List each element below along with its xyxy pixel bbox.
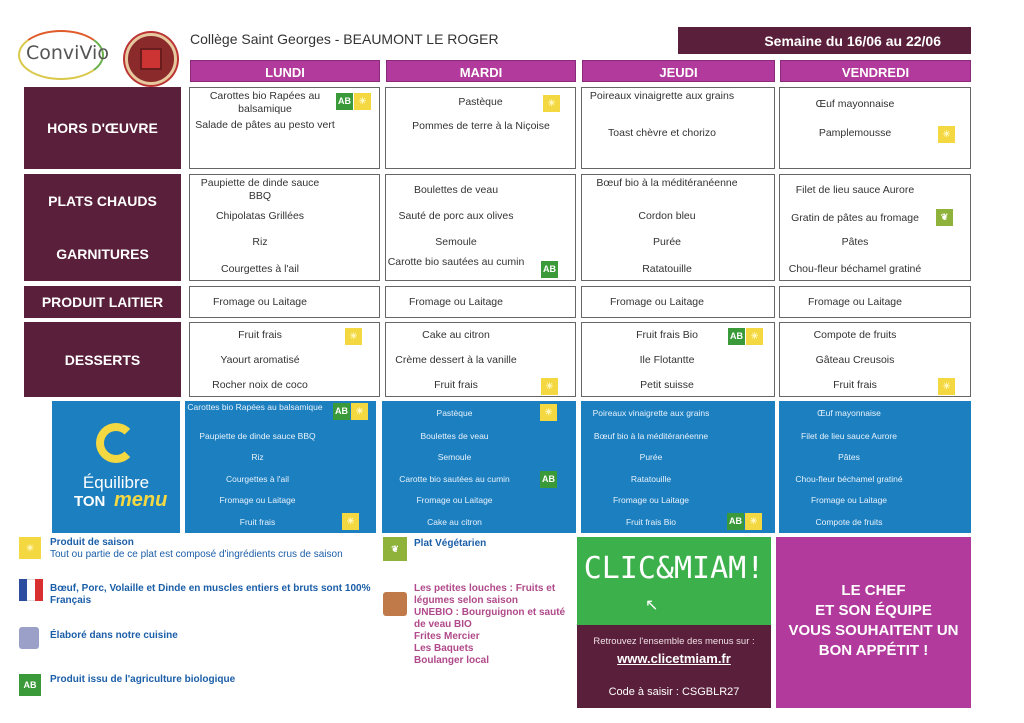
cursor-icon: ↖ [645,597,659,614]
desserts-vendredi [779,322,971,397]
equilibre-item: Poireaux vinaigrette aux grains [592,408,710,418]
season-sun-icon: ☀ [541,378,558,395]
equilibre-logo-box [52,401,180,533]
convivio-logo: ConviVio [26,42,109,64]
menu-item: Carotte bio sautées au cumin [387,256,525,268]
vegetarian-leaf-icon: ❦ [383,537,407,561]
menu-item: Crème dessert à la vanille [395,354,517,366]
menu-item: Œuf mayonnaise [815,98,895,110]
menu-item: Sauté de porc aux olives [398,210,514,222]
whisk-icon [19,627,39,649]
menu-item: Cake au citron [422,329,490,341]
clicetmiam-logo: CLIC&MIAM! [577,537,771,625]
menu-item: Bœuf bio à la méditéranéenne [596,177,738,189]
category-produit-laitier: PRODUIT LAITIER [24,286,181,318]
season-sun-icon: ☀ [354,93,371,110]
legend-cuisine: Élaboré dans notre cuisine [50,630,178,641]
menu-item: Carottes bio Rapées au balsamique [209,90,321,115]
equilibre-item: Bœuf bio à la méditéranéenne [593,431,709,441]
menu-item: Poireaux vinaigrette aux grains [589,90,735,102]
menu-item: Filet de lieu sauce Aurore [795,184,915,196]
plats-lundi [189,174,380,281]
equilibre-item: Filet de lieu sauce Aurore [801,431,897,441]
category-garnitures: GARNITURES [56,246,149,263]
legend-boulanger: Boulanger local [414,655,490,666]
menu-item: Pommes de terre à la Niçoise [412,120,550,132]
equilibre-vendredi [779,401,971,533]
hors-mardi [385,87,576,169]
clicetmiam-link[interactable]: www.clicetmiam.fr [617,651,731,666]
legend-saison-desc: Tout ou partie de ce plat est composé d'ingrédients crus de saison [50,549,343,560]
menu-item: Courgettes à l'ail [221,263,299,275]
laitier-mardi [385,286,576,318]
plats-jeudi [581,174,775,281]
equilibre-item: Pastèque [436,408,473,418]
season-sun-icon: ☀ [938,126,955,143]
day-header-mardi: MARDI [386,60,576,82]
equilibre-item: Pâtes [838,452,860,462]
equilibre-item: Compote de fruits [815,517,883,527]
desserts-jeudi [581,322,775,397]
menu-item: Boulettes de veau [413,184,499,196]
menu-item: Ratatouille [642,263,692,275]
season-sun-icon: ☀ [351,403,368,420]
equilibre-item: Paupiette de dinde sauce BBQ [199,431,316,441]
day-header-lundi: LUNDI [190,60,380,82]
bio-icon: AB [540,471,557,488]
equilibre-ton: TON [74,493,106,510]
week-banner: Semaine du 16/06 au 22/06 [678,27,971,54]
menu-item: Chou-fleur béchamel gratiné [788,263,922,275]
equilibre-lundi [185,401,376,533]
bio-icon: AB [336,93,353,110]
legend-louches: Les petites louches : Fruits et légumes selon saison [414,583,556,606]
category-hors-doeuvre: HORS D'ŒUVRE [24,87,181,169]
hors-jeudi [581,87,775,169]
plats-mardi [385,174,576,281]
desserts-mardi [385,322,576,397]
season-sun-icon: ☀ [19,537,41,559]
menu-item: Pâtes [841,236,869,248]
equilibre-item: Boulettes de veau [420,431,489,441]
vegetarian-leaf-icon: ❦ [936,209,953,226]
bio-icon: AB [333,403,350,420]
menu-item: Ile Flotantte [639,354,695,366]
equilibre-item: Purée [639,452,663,462]
menu-item: Riz [252,236,268,248]
legend-producteurs [414,583,574,667]
equilibre-item: Courgettes à l'ail [225,474,290,484]
school-title: Collège Saint Georges - BEAUMONT LE ROGER [190,31,499,47]
category-plats-chauds: PLATS CHAUDS [48,192,157,209]
hors-lundi [189,87,380,169]
menu-item: Pamplemousse [818,127,892,139]
legend-viande: Bœuf, Porc, Volaille et Dinde en muscles entiers et bruts sont 100% Français [50,583,371,606]
season-sun-icon: ☀ [745,513,762,530]
menu-item: Fromage ou Laitage [808,296,902,308]
equilibre-item: Riz [251,452,264,462]
menu-item: Toast chèvre et chorizo [608,127,716,139]
equilibre-item: Fromage ou Laitage [219,495,296,505]
equilibre-item: Fruit frais Bio [625,517,677,527]
menu-item: Compote de fruits [813,329,897,341]
menu-item: Gratin de pâtes au fromage [791,212,919,224]
equilibre-c-icon [96,423,136,463]
equilibre-title: Équilibre [82,473,150,492]
season-sun-icon: ☀ [543,95,560,112]
menu-item: Fruit frais Bio [636,329,698,341]
legend-vegetarien: Plat Végétarien [414,538,487,549]
legend-saison [50,537,380,561]
french-flag-icon [19,579,43,601]
menu-item: Chipolatas Grillées [215,210,305,222]
menu-item: Petit suisse [640,379,694,391]
legend-bio: Produit issu de l'agriculture biologique [50,674,236,685]
equilibre-item: Carotte bio sautées au cumin [399,474,510,484]
menu-item: Fruit frais [434,379,478,391]
menu-item: Yaourt aromatisé [220,354,300,366]
equilibre-item: Cake au citron [427,517,482,527]
hors-vendredi [779,87,971,169]
equilibre-item: Carottes bio Rapées au balsamique [187,402,323,412]
bio-icon: AB [541,261,558,278]
menu-item: Paupiette de dinde sauce BBQ [200,177,320,202]
menu-item: Fromage ou Laitage [409,296,503,308]
season-sun-icon: ☀ [540,404,557,421]
menu-item: Fruit frais [238,329,282,341]
equilibre-item: Œuf mayonnaise [817,408,881,418]
chef-line: ET SON ÉQUIPE [815,602,932,619]
menu-item: Pastèque [458,96,503,108]
laitier-jeudi [581,286,775,318]
legend-unebio: UNEBIO : Bourguignon et sauté de veau BIO [414,607,566,630]
equilibre-item: Fromage ou Laitage [612,495,690,505]
menu-item: Fruit frais [833,379,877,391]
tractor-icon [383,592,407,616]
plats-vendredi [779,174,971,281]
equilibre-item: Fromage ou Laitage [810,495,888,505]
season-sun-icon: ☀ [345,328,362,345]
chef-line: LE CHEF [841,582,906,599]
equilibre-jeudi [581,401,775,533]
crest-building-icon [140,48,162,70]
chef-line: BON APPÉTIT ! [818,642,929,659]
category-desserts: DESSERTS [24,322,181,397]
legend-baquets: Les Baquets [414,643,474,654]
menu-item: Gâteau Creusois [815,354,895,366]
day-header-jeudi: JEUDI [582,60,775,82]
clicetmiam-code: Code à saisir : CSGBLR27 [608,686,740,698]
equilibre-item: Fromage ou Laitage [416,495,493,505]
equilibre-item: Chou-fleur béchamel gratiné [795,474,903,484]
legend-frites: Frites Mercier [414,631,480,642]
category-plats-garnitures [24,174,181,281]
season-sun-icon: ☀ [938,378,955,395]
menu-item: Semoule [435,236,477,248]
bio-icon: AB [19,674,41,696]
menu-item: Rocher noix de coco [212,379,308,391]
chef-line: VOUS SOUHAITENT UN [788,622,959,639]
menu-item: Salade de pâtes au pesto vert [195,119,335,131]
equilibre-mardi [382,401,576,533]
legend-saison-title: Produit de saison [50,537,134,548]
bio-icon: AB [728,328,745,345]
equilibre-item: Semoule [437,452,472,462]
menu-item: Fromage ou Laitage [213,296,307,308]
bio-icon: AB [727,513,744,530]
season-sun-icon: ☀ [746,328,763,345]
equilibre-menu: menu [114,489,168,511]
laitier-lundi [189,286,380,318]
season-sun-icon: ☀ [342,513,359,530]
day-header-vendredi: VENDREDI [780,60,971,82]
menu-item: Cordon bleu [638,210,696,222]
menu-item: Purée [652,236,682,248]
chef-message [776,537,971,708]
desserts-lundi [189,322,380,397]
laitier-vendredi [779,286,971,318]
clicetmiam-text: Retrouvez l'ensemble des menus sur : [593,636,755,647]
equilibre-item: Fruit frais [239,517,276,527]
menu-item: Fromage ou Laitage [610,296,704,308]
equilibre-item: Ratatouille [630,474,672,484]
